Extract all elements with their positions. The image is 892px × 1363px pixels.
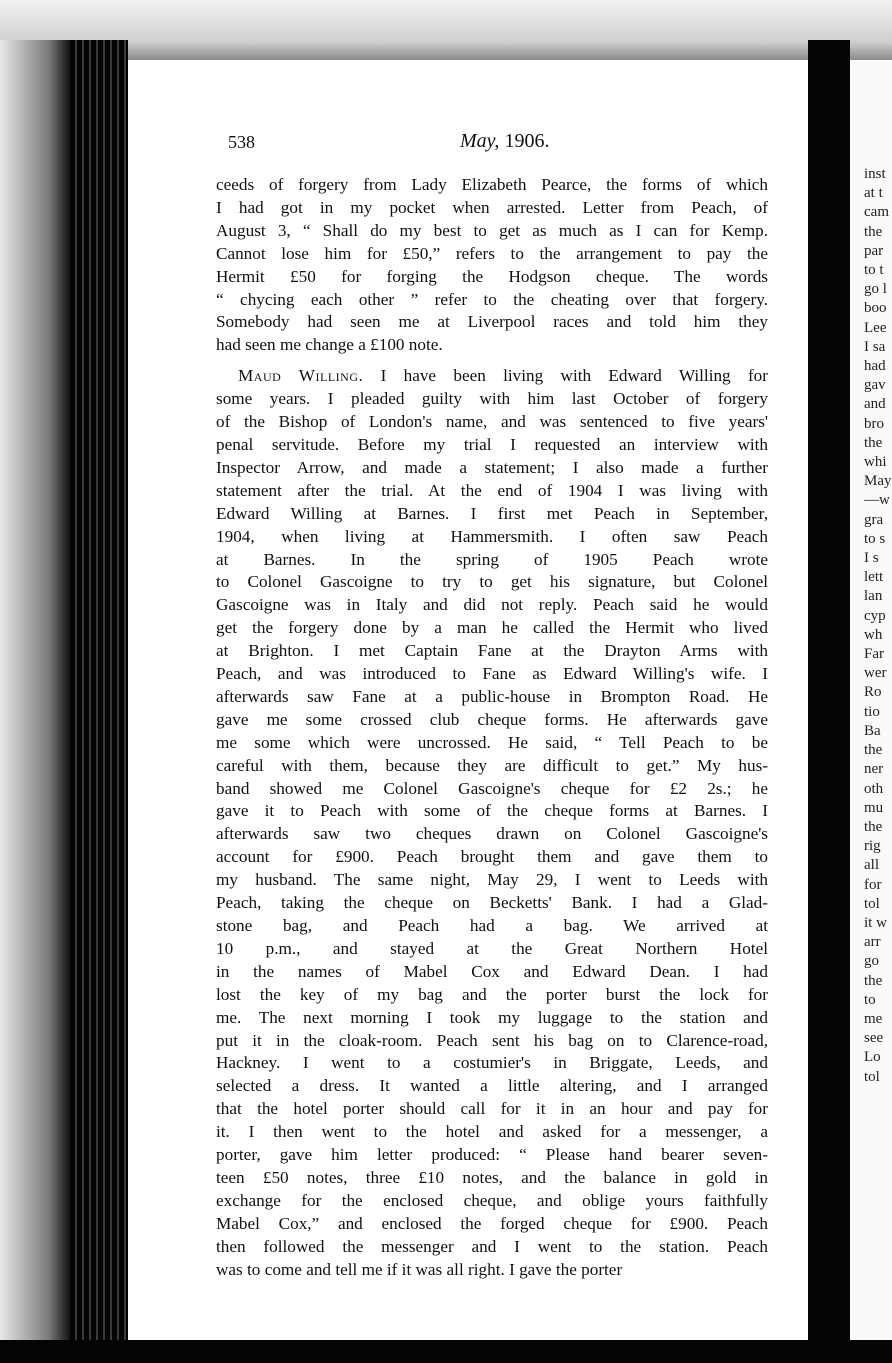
paragraph-2-first-text: I have been living with Edward Willing for	[380, 366, 769, 386]
facing-page-line: lett	[864, 569, 884, 586]
paragraph-1	[216, 174, 768, 357]
witness-name: Maud Willing.	[238, 366, 364, 386]
text-line: put it in the cloak-room. Peach sent his bag on to Clarence-road,	[216, 1030, 768, 1050]
facing-page-line: to s	[864, 530, 886, 547]
book-gutter	[808, 40, 850, 1340]
text-line: stone bag, and Peach had a bag. We arrived at	[216, 916, 768, 935]
text-line: exchange for the enclosed cheque, and oblige yours faithfully	[216, 1190, 768, 1210]
text-line: I had got in my pocket when arrested. Letter from Peach, of	[216, 197, 768, 217]
facing-page-line: bro	[864, 415, 884, 432]
text-line: account for £900. Peach brought them and gave them to	[216, 847, 768, 867]
facing-page-line: boo	[864, 300, 887, 317]
text-line: was to come and tell me if it was all right. I gave the porter	[216, 1259, 623, 1279]
text-line: at Barnes. In the spring of 1905 Peach wrote	[216, 549, 768, 569]
text-line: gave me some crossed club cheque forms. He afterwards gave	[216, 709, 768, 729]
text-line: me some which were uncrossed. He said, “ Tell Peach to be	[216, 732, 768, 752]
scan-bottom-margin	[0, 1340, 892, 1363]
facing-page-line: Ro	[864, 684, 882, 701]
text-line: band showed me Colonel Gascoigne's cheque for £2 2s.; he	[216, 778, 768, 798]
facing-page-line: gra	[864, 511, 884, 528]
page-header	[228, 132, 788, 160]
text-line: afterwards saw two cheques drawn on Colonel Gascoigne's	[216, 824, 768, 844]
text-line: penal servitude. Before my trial I requested an interview with	[216, 434, 768, 454]
text-line: “ chycing each other ” refer to the cheating over that forgery.	[216, 289, 768, 309]
facing-page-line: lan	[864, 588, 883, 605]
text-line: 10 p.m., and stayed at the Great Northern Hotel	[216, 938, 768, 958]
facing-page-line: I s	[864, 550, 879, 567]
running-title	[460, 130, 549, 153]
text-line: Cannot lose him for £50,” refers to the arrangement to pay the	[216, 243, 768, 263]
facing-page-line: go l	[864, 281, 887, 298]
text-line: Mabel Cox,” and enclosed the forged cheque for £900. Peach	[216, 1213, 768, 1233]
facing-page-line: the	[864, 972, 883, 989]
text-line: get the forgery done by a man he called the Hermit who lived	[216, 618, 768, 638]
facing-page-line: all	[864, 857, 879, 874]
facing-page-line: gav	[864, 377, 886, 394]
text-line: afterwards saw Fane at a public-house in Brompton Road. He	[216, 686, 768, 706]
facing-page-line: I sa	[864, 338, 886, 355]
text-line: gave it to Peach with some of the cheque forms at Barnes. I	[216, 801, 768, 821]
facing-page-line: go	[864, 953, 879, 970]
book-page	[128, 60, 808, 1340]
text-line: to Colonel Gascoigne to try to get his signature, but Colonel	[216, 572, 768, 592]
text-line: me. The next morning I took my luggage to the station and	[216, 1007, 768, 1027]
facing-page-line: tol	[864, 895, 880, 912]
facing-page-line: tol	[864, 1068, 880, 1085]
running-title-year: 1906.	[504, 130, 550, 152]
text-line: Somebody had seen me at Liverpool races and told him they	[216, 312, 768, 332]
facing-page-line: cam	[864, 204, 889, 221]
facing-page-line: me	[864, 1010, 883, 1027]
facing-page-line: wh	[864, 626, 883, 643]
text-line: then followed the messenger and I went to the station. Peach	[216, 1236, 768, 1256]
facing-page-line: May	[864, 473, 892, 490]
facing-page-line: the	[864, 742, 883, 759]
facing-page-line: tio	[864, 703, 880, 720]
paragraph-2-first-line	[216, 365, 768, 388]
text-line: that the hotel porter should call for it in an hour and pay for	[216, 1099, 768, 1119]
text-line: Inspector Arrow, and made a statement; I also made a further	[216, 457, 768, 477]
facing-page-line: to t	[864, 262, 884, 279]
text-line: it. I then went to the hotel and asked for a messenger, a	[216, 1122, 768, 1142]
facing-page-line: the	[864, 223, 883, 240]
text-line: Peach, taking the cheque on Becketts' Bank. I had a Glad-	[216, 893, 768, 913]
facing-page-line: see	[864, 1030, 884, 1047]
facing-page-line: Ba	[864, 722, 881, 739]
facing-page-line: rig	[864, 838, 881, 855]
facing-page-line: oth	[864, 780, 884, 797]
text-line: 1904, when living at Hammersmith. I often saw Peach	[216, 526, 768, 546]
facing-page-line: arr	[864, 934, 881, 951]
facing-page-line: par	[864, 242, 884, 259]
text-line: had seen me change a £100 note.	[216, 335, 443, 355]
text-line: at Brighton. I met Captain Fane at the Drayton Arms with	[216, 641, 768, 661]
book-spine	[70, 40, 128, 1363]
text-line: ceeds of forgery from Lady Elizabeth Pearce, the forms of which	[216, 175, 768, 194]
text-line: my husband. The same night, May 29, I went to Leeds with	[216, 870, 768, 890]
facing-page-line: Lo	[864, 1049, 881, 1066]
facing-page-line: inst	[864, 166, 886, 182]
text-line: selected a dress. It wanted a little altering, and I arranged	[216, 1076, 768, 1096]
facing-page-line: ner	[864, 761, 884, 778]
running-title-month: May,	[460, 130, 500, 152]
facing-page-line: for	[864, 876, 882, 893]
text-line: August 3, “ Shall do my best to get as much as I can for Kemp.	[216, 220, 768, 240]
page-number: 538	[228, 132, 255, 152]
facing-page-line: it w	[864, 914, 887, 931]
text-line: of the Bishop of London's name, and was sentenced to five years'	[216, 412, 768, 432]
text-line: Hermit £50 for forging the Hodgson cheque. The words	[216, 266, 768, 286]
text-line: Gascoigne was in Italy and did not reply. Peach said he would	[216, 595, 768, 615]
facing-page-line: at t	[864, 185, 883, 202]
facing-page-line: to	[864, 991, 876, 1008]
facing-page-fragment	[850, 60, 892, 1340]
facing-page-line: —w	[864, 492, 890, 509]
facing-page-line: the	[864, 818, 883, 835]
text-line: statement after the trial. At the end of 1904 I was living with	[216, 480, 768, 500]
scan-top-margin	[0, 0, 892, 60]
facing-page-line: mu	[864, 799, 884, 816]
text-line: teen £50 notes, three £10 notes, and the balance in gold in	[216, 1167, 768, 1187]
facing-page-line: and	[864, 396, 886, 413]
facing-page-line: the	[864, 434, 883, 451]
text-line: careful with them, because they are difficult to get.” My hus-	[216, 755, 768, 775]
facing-page-line: wer	[864, 665, 887, 682]
facing-page-line: Far	[864, 646, 884, 663]
text-line: lost the key of my bag and the porter burst the lock for	[216, 984, 768, 1004]
page-body	[216, 174, 768, 1282]
text-line: in the names of Mabel Cox and Edward Dean. I had	[216, 961, 768, 981]
facing-page-line: had	[864, 358, 886, 375]
book-spine-shadow	[0, 40, 70, 1363]
text-line: Peach, and was introduced to Fane as Edward Willing's wife. I	[216, 664, 768, 684]
facing-page-line: cyp	[864, 607, 886, 624]
text-line: Edward Willing at Barnes. I first met Peach in September,	[216, 503, 768, 523]
facing-page-line: Lee	[864, 319, 887, 336]
text-line: some years. I pleaded guilty with him last October of forgery	[216, 389, 768, 409]
text-line: porter, gave him letter produced: “ Please hand bearer seven-	[216, 1145, 768, 1165]
paragraph-2	[216, 388, 768, 1281]
facing-page-line: whi	[864, 454, 887, 471]
text-line: Hackney. I went to a costumier's in Briggate, Leeds, and	[216, 1053, 768, 1073]
